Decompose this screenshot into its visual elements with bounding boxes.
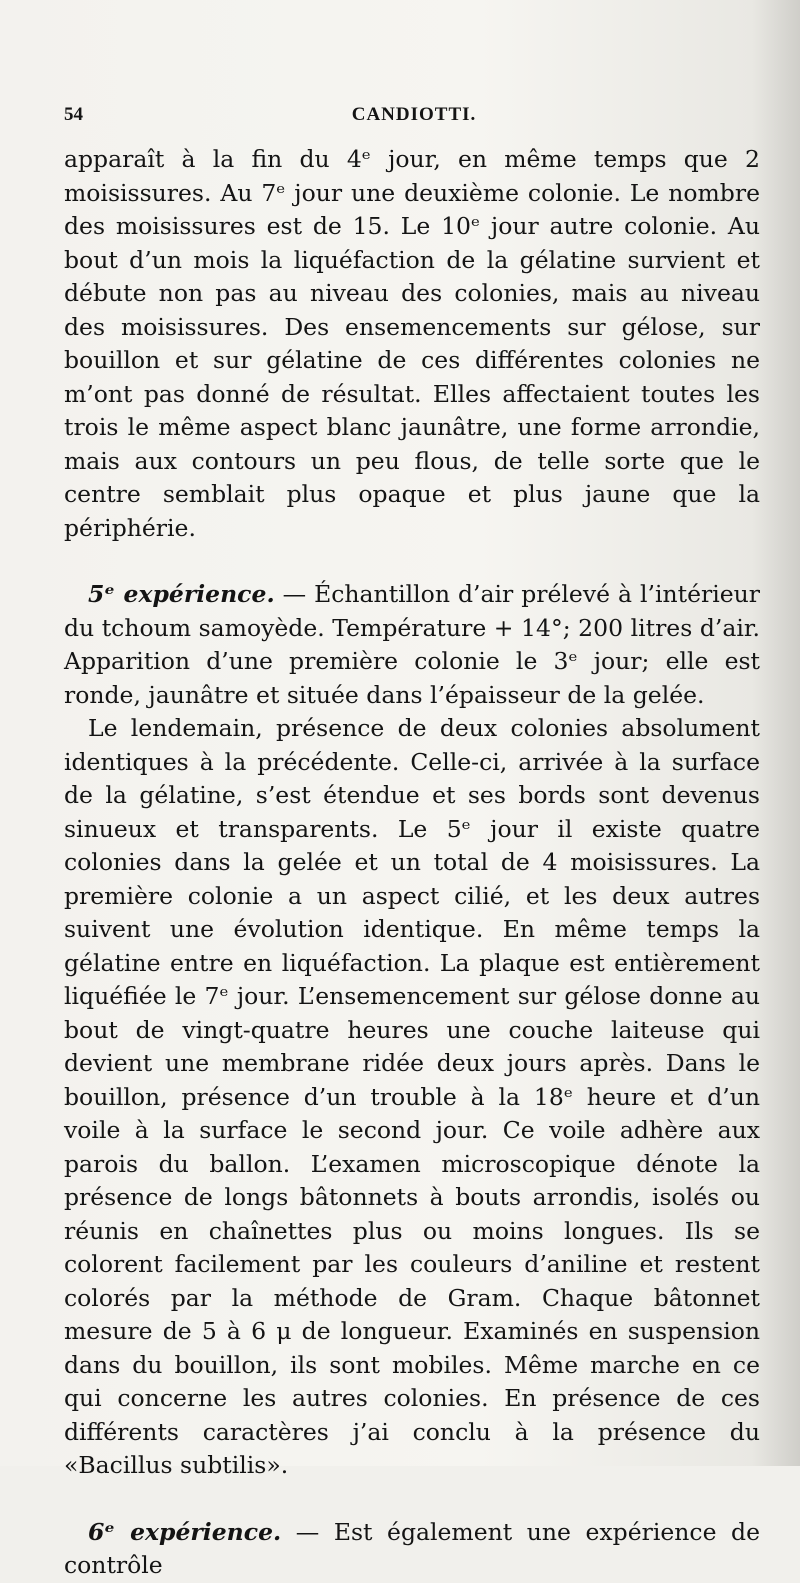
page-header [64, 104, 764, 134]
paragraph-experiment-5 [64, 578, 760, 712]
body-text [64, 143, 760, 1583]
paragraph-continuation: apparaît à la fin du 4ᵉ jour, en même temps que 2 moisissures. Au 7ᵉ jour une deuxième colonie. Le nombre des moisissures est de 15. Le 10ᵉ jour autre colonie. Au bout d’un mois la liquéfaction de la gélatine survient et débute non pas au niveau des colonies, mais au niveau des moisissures. Des ensemencements sur gélose, sur bouillon et sur gélatine de ces différentes colonies ne m’ont pas donné de résultat. Elles affectaient toutes les trois le même aspect blanc jaunâtre, une forme arrondie, mais aux contours un peu flous, de telle sorte que le centre semblait plus opaque et plus jaune que la périphérie. [64, 145, 760, 542]
page-number: 54 [64, 104, 83, 125]
experiment-6-heading: 6ᵉ expérience. [88, 1517, 282, 1546]
running-head: CANDIOTTI. [351, 104, 477, 125]
experiment-5-text: — Échantillon d’air prélevé à l’intérieur du tchoum samoyède. Température + 14°; 200 litres d’air. Apparition d’une première colonie le 3ᵉ jour; elle est ronde, jaunâtre et située dans l’épaisseur de la gelée. [64, 580, 760, 709]
paragraph-results: Le lendemain, présence de deux colonies absolument identiques à la précédente. Celle-ci, arrivée à la surface de la gélatine, s’est étendue et ses bords sont devenus sinueux et transparents. Le 5ᵉ jour il existe quatre colonies dans la gelée et un total de 4 moisissures. La première colonie a un aspect cilié, et les deux autres suivent une évolution identique. En même temps la gélatine entre en liquéfaction. La plaque est entièrement liquéfiée le 7ᵉ jour. L’ensemencement sur gélose donne au bout de vingt-quatre heures une couche laiteuse qui devient une membrane ridée deux jours après. Dans le bouillon, présence d’un trouble à la 18ᵉ heure et d’un voile à la surface le second jour. Ce voile adhère aux parois du ballon. L’examen microscopique dénote la présence de longs bâtonnets à bouts arrondis, isolés ou réunis en chaînettes plus ou moins longues. Ils se colorent facilement par les couleurs d’aniline et restent colorés par la méthode de Gram. Chaque bâtonnet mesure de 5 à 6 μ de longueur. Examinés en suspension dans du bouillon, ils sont mobiles. Même marche en ce qui concerne les autres colonies. En présence de ces différents caractères j’ai conclu à la présence du «Bacillus subtilis». [64, 714, 760, 1479]
paragraph-gap [64, 545, 760, 578]
paragraph-gap [64, 1483, 760, 1516]
experiment-5-heading: 5ᵉ expérience. [88, 580, 275, 608]
paragraph-experiment-6 [64, 1516, 760, 1583]
experiment-6-text: — Est également une expérience de contrôle [64, 1517, 760, 1579]
